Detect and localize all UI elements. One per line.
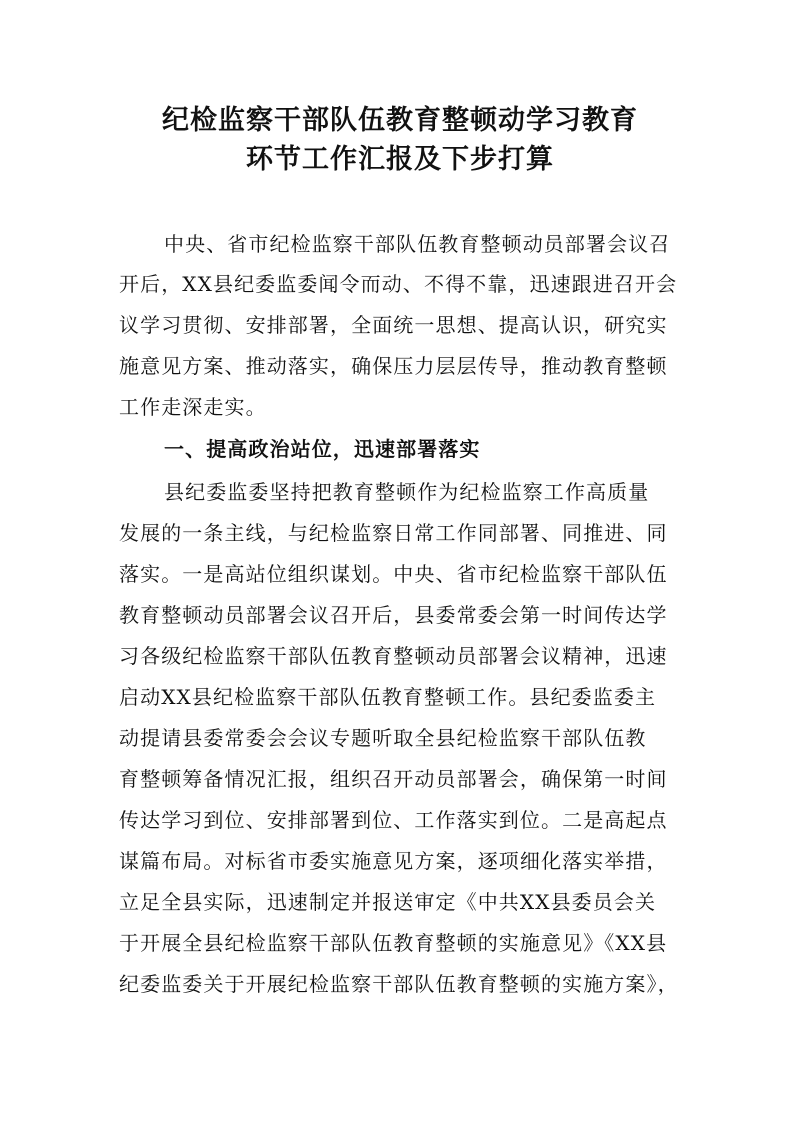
document-title-line-1: 纪检监察干部队伍教育整顿动学习教育 <box>162 105 638 136</box>
intro-line: 中央、省市纪检监察干部队伍教育整顿动员部署会议召 <box>164 232 671 256</box>
body-line: 落实。一是高站位组织谋划。中央、省市纪检监察干部队伍 <box>119 562 668 586</box>
body-line: 纪委监委关于开展纪检监察干部队伍教育整顿的实施方案》， <box>119 972 679 996</box>
body-line: 谋篇布局。对标省市委实施意见方案，逐项细化落实举措， <box>119 849 668 873</box>
body-line: 动提请县委常委会会议专题听取全县纪检监察干部队伍教 <box>119 726 647 750</box>
body-line: 于开展全县纪检监察干部队伍教育整顿的实施意见》《XX县 <box>119 931 668 955</box>
body-line: 教育整顿动员部署会议召开后，县委常委会第一时间传达学 <box>119 603 668 627</box>
intro-line: 施意见方案、推动落实，确保压力层层传导，推动教育整顿 <box>119 354 668 378</box>
body-line: 立足全县实际，迅速制定并报送审定《中共XX县委员会关 <box>119 890 657 914</box>
intro-line: 开后，XX县纪委监委闻令而动、不得不靠，迅速跟进召开会 <box>119 272 678 296</box>
body-line: 传达学习到位、安排部署到位、工作落实到位。二是高起点 <box>119 808 668 832</box>
intro-line: 工作走深走实。 <box>119 395 267 419</box>
body-line: 习各级纪检监察干部队伍教育整顿动员部署会议精神，迅速 <box>119 644 668 668</box>
document-title-line-2: 环节工作汇报及下步打算 <box>246 144 554 175</box>
body-line: 育整顿筹备情况汇报，组织召开动员部署会，确保第一时间 <box>119 767 668 791</box>
body-line: 发展的一条主线，与纪检监察日常工作同部署、同推进、同 <box>119 521 668 545</box>
body-line: 县纪委监委坚持把教育整顿作为纪检监察工作高质量 <box>164 480 650 504</box>
body-line: 启动XX县纪检监察干部队伍教育整顿工作。县纪委监委主 <box>119 685 657 709</box>
intro-line: 议学习贯彻、安排部署，全面统一思想、提高认识，研究实 <box>119 313 668 337</box>
section-heading: 一、提高政治站位，迅速部署落实 <box>164 437 481 461</box>
